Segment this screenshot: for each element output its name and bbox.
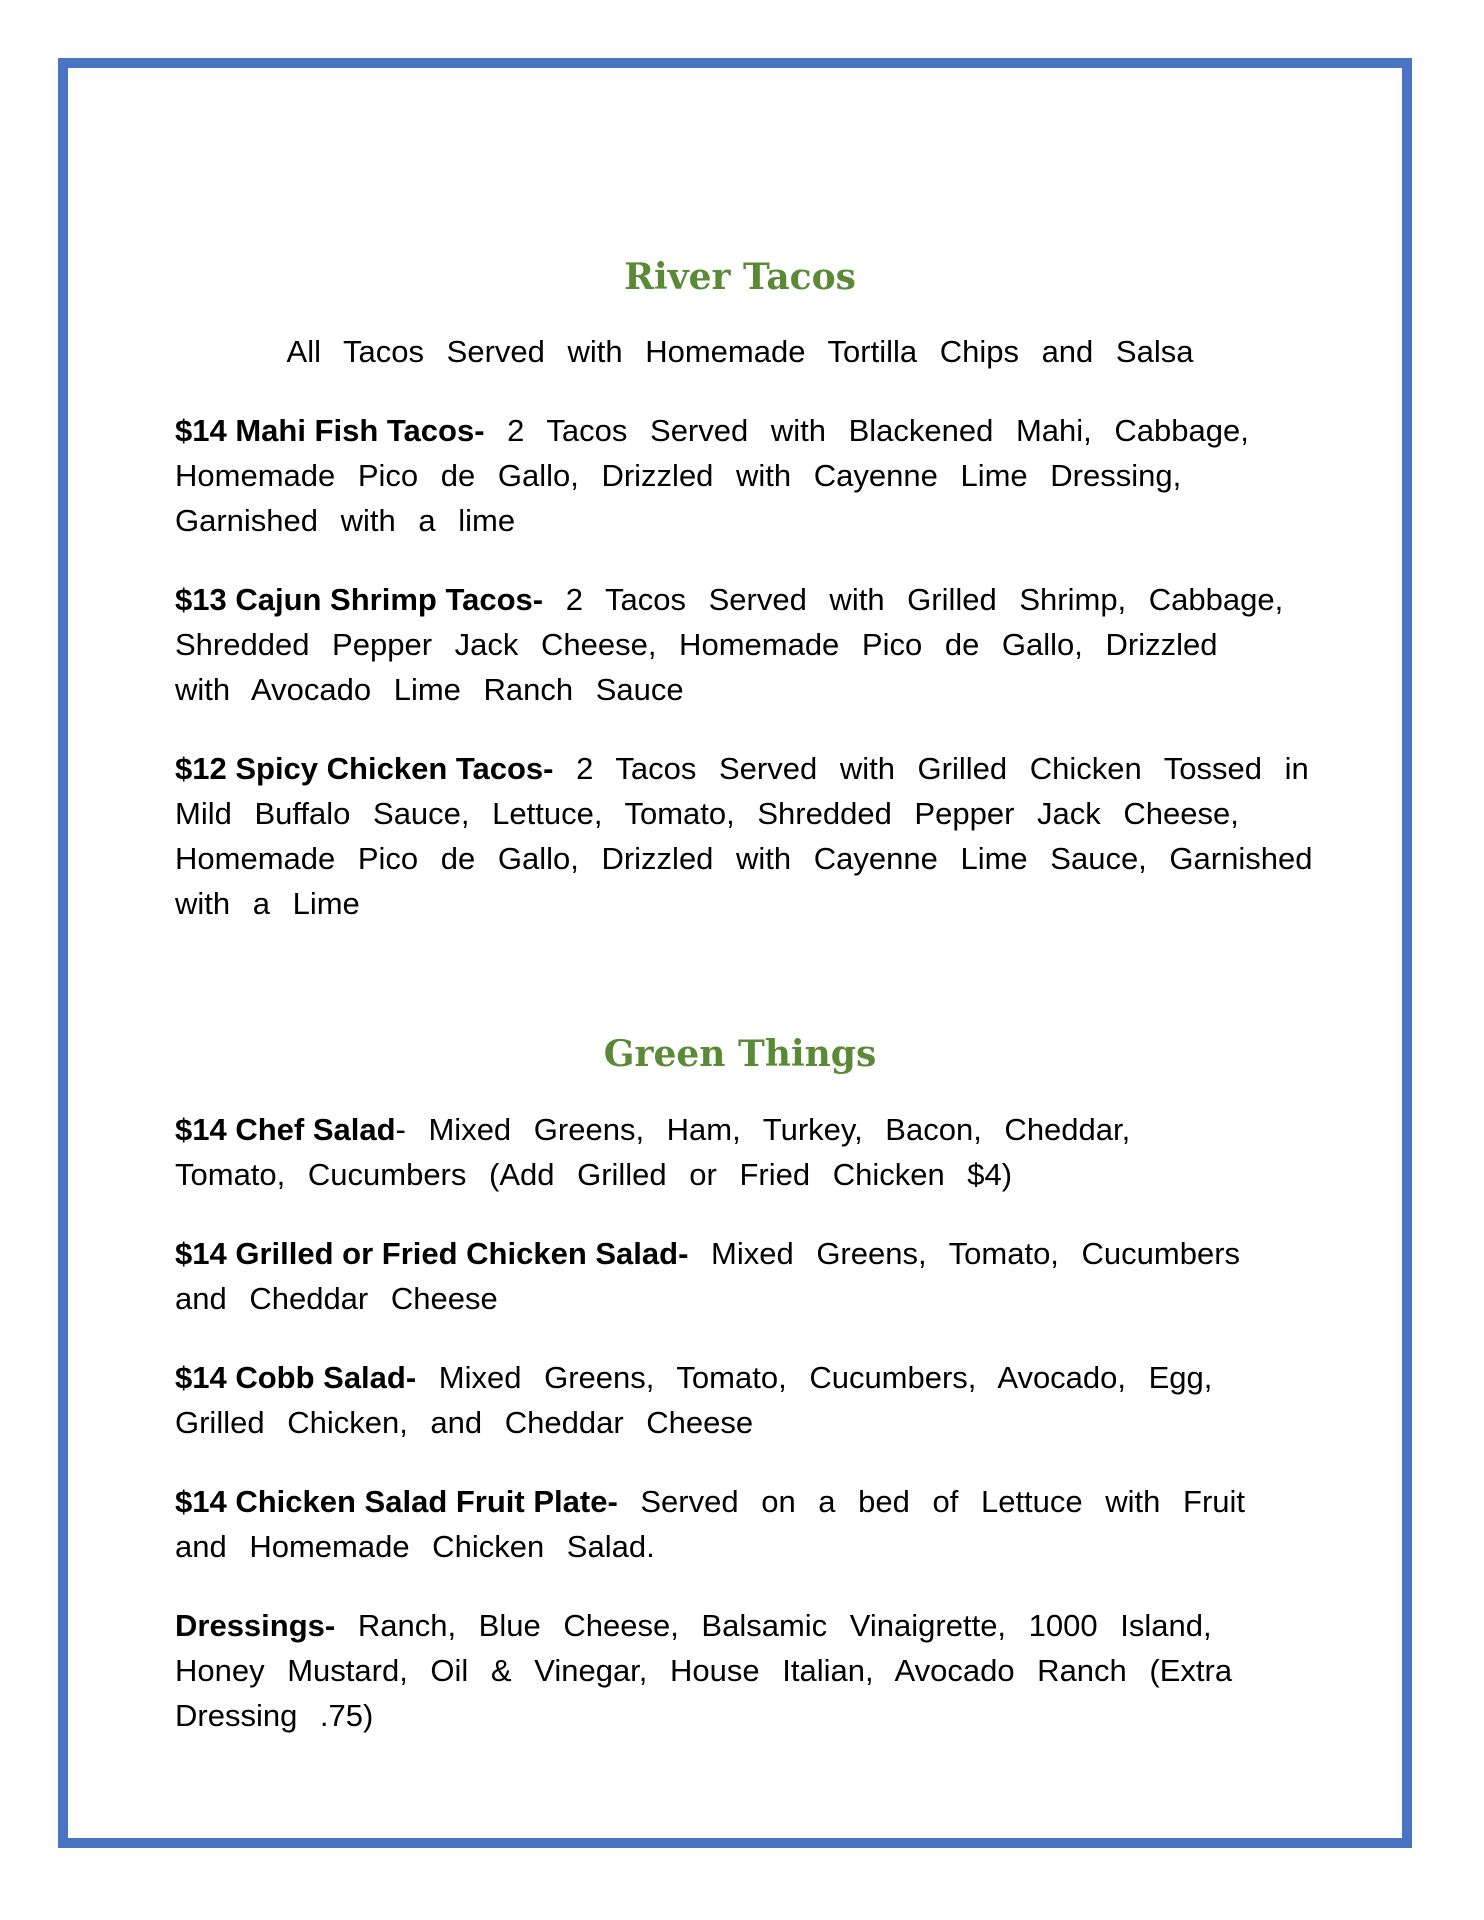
item-description: Ranch, Blue Cheese, Balsamic Vinaigrette, 1000 Island, Honey Mustard, Oil & Vinegar, House Italian, Avocado Ranch (Extra Dressing .75)	[175, 1608, 1233, 1733]
item-name: $14 Grilled or Fried Chicken Salad-	[175, 1236, 689, 1271]
menu-item-dressings	[175, 1603, 1235, 1738]
section-title-green-things: Green Things	[603, 1033, 877, 1075]
item-name: $14 Cobb Salad-	[175, 1360, 417, 1395]
item-name: $14 Mahi Fish Tacos-	[175, 413, 485, 448]
item-description: Mixed Greens, Tomato, Cucumbers and Cheddar Cheese	[175, 1236, 1241, 1316]
item-description: 2 Tacos Served with Grilled Shrimp, Cabbage, Shredded Pepper Jack Cheese, Homemade Pico de Gallo, Drizzled with Avocado Lime Ranch Sauce	[175, 582, 1284, 707]
item-name: $13 Cajun Shrimp Tacos-	[175, 582, 544, 617]
item-name: $14 Chicken Salad Fruit Plate-	[175, 1484, 618, 1519]
item-description: 2 Tacos Served with Grilled Chicken Tossed in Mild Buffalo Sauce, Lettuce, Tomato, Shredded Pepper Jack Cheese, Homemade Pico de Gallo, Drizzled with Cayenne Lime Sauce, Garnished with a Lime	[175, 751, 1313, 921]
item-name: $12 Spicy Chicken Tacos-	[175, 751, 554, 786]
menu-item-cobb-salad	[175, 1355, 1305, 1445]
item-name: Dressings-	[175, 1608, 336, 1643]
item-name: $14 Chef Salad	[175, 1112, 396, 1147]
item-description: - Mixed Greens, Ham, Turkey, Bacon, Cheddar, Tomato, Cucumbers (Add Grilled or Fried Chicken $4)	[175, 1112, 1131, 1192]
page-border	[58, 58, 1412, 1848]
menu-item-spicy-chicken-tacos	[175, 746, 1315, 926]
menu-item-grilled-fried-chicken-salad	[175, 1231, 1305, 1321]
item-description: Served on a bed of Lettuce with Fruit and Homemade Chicken Salad.	[175, 1484, 1246, 1564]
menu-item-mahi-fish-tacos	[175, 408, 1305, 543]
menu-item-chef-salad	[175, 1107, 1205, 1197]
section-title-river-tacos: River Tacos	[624, 256, 856, 298]
tacos-subtitle: All Tacos Served with Homemade Tortilla Chips and Salsa	[286, 334, 1194, 369]
item-description: 2 Tacos Served with Blackened Mahi, Cabbage, Homemade Pico de Gallo, Drizzled with Cayenne Lime Dressing, Garnished with a lime	[175, 413, 1249, 538]
menu-item-cajun-shrimp-tacos	[175, 577, 1295, 712]
menu-item-chicken-salad-fruit-plate	[175, 1479, 1305, 1569]
item-description: Mixed Greens, Tomato, Cucumbers, Avocado, Egg, Grilled Chicken, and Cheddar Cheese	[175, 1360, 1213, 1440]
